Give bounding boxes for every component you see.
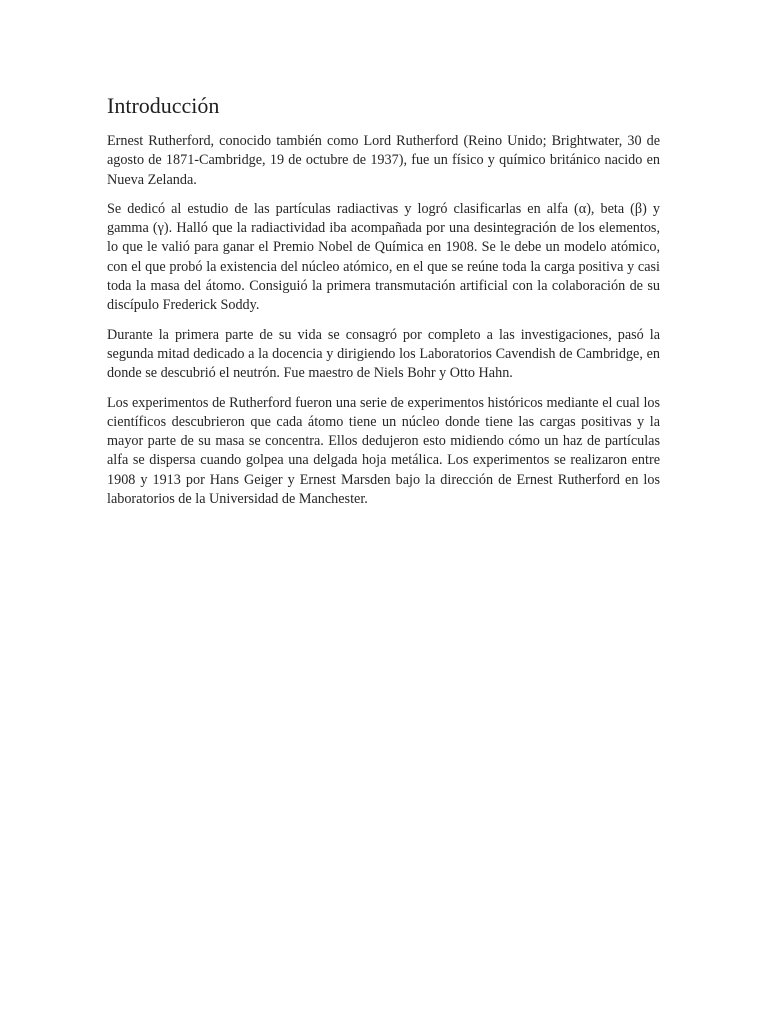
document-body bbox=[107, 92, 660, 519]
document-title: Introducción bbox=[107, 93, 220, 118]
paragraph-experiments: Los experimentos de Rutherford fueron una serie de experimentos históricos mediante el cual los científicos descubrieron que cada átomo tiene un núcleo donde tiene las cargas positivas y la mayor parte de su masa se concentra. Ellos dedujeron esto midiendo cómo un haz de partículas alfa se dispersa cuando golpea una delgada hoja metálica. Los experimentos se realizaron entre 1908 y 1913 por Hans Geiger y Ernest Marsden bajo la dirección de Ernest Rutherford en los laboratorios de la Universidad de Manchester. bbox=[107, 394, 660, 508]
paragraph-radioactivity: Se dedicó al estudio de las partículas radiactivas y logró clasificarlas en alfa (α), beta (β) y gamma (γ). Halló que la radiactividad iba acompañada por una desintegración de los elementos, lo que le valió para ganar el Premio Nobel de Química en 1908. Se le debe un modelo atómico, con el que probó la existencia del núcleo atómico, en el que se reúne toda la carga positiva y casi toda la masa del átomo. Consiguió la primera transmutación artificial con la colaboración de su discípulo Frederick Soddy. bbox=[107, 200, 660, 314]
paragraph-career: Durante la primera parte de su vida se consagró por completo a las investigaciones, pasó la segunda mitad dedicado a la docencia y dirigiendo los Laboratorios Cavendish de Cambridge, en donde se descubrió el neutrón. Fue maestro de Niels Bohr y Otto Hahn. bbox=[107, 326, 660, 382]
paragraph-intro: Ernest Rutherford, conocido también como Lord Rutherford (Reino Unido; Brightwater, 30 de agosto de 1871-Cambridge, 19 de octubre de 1937), fue un físico y químico británico nacido en Nueva Zelanda. bbox=[107, 133, 660, 188]
